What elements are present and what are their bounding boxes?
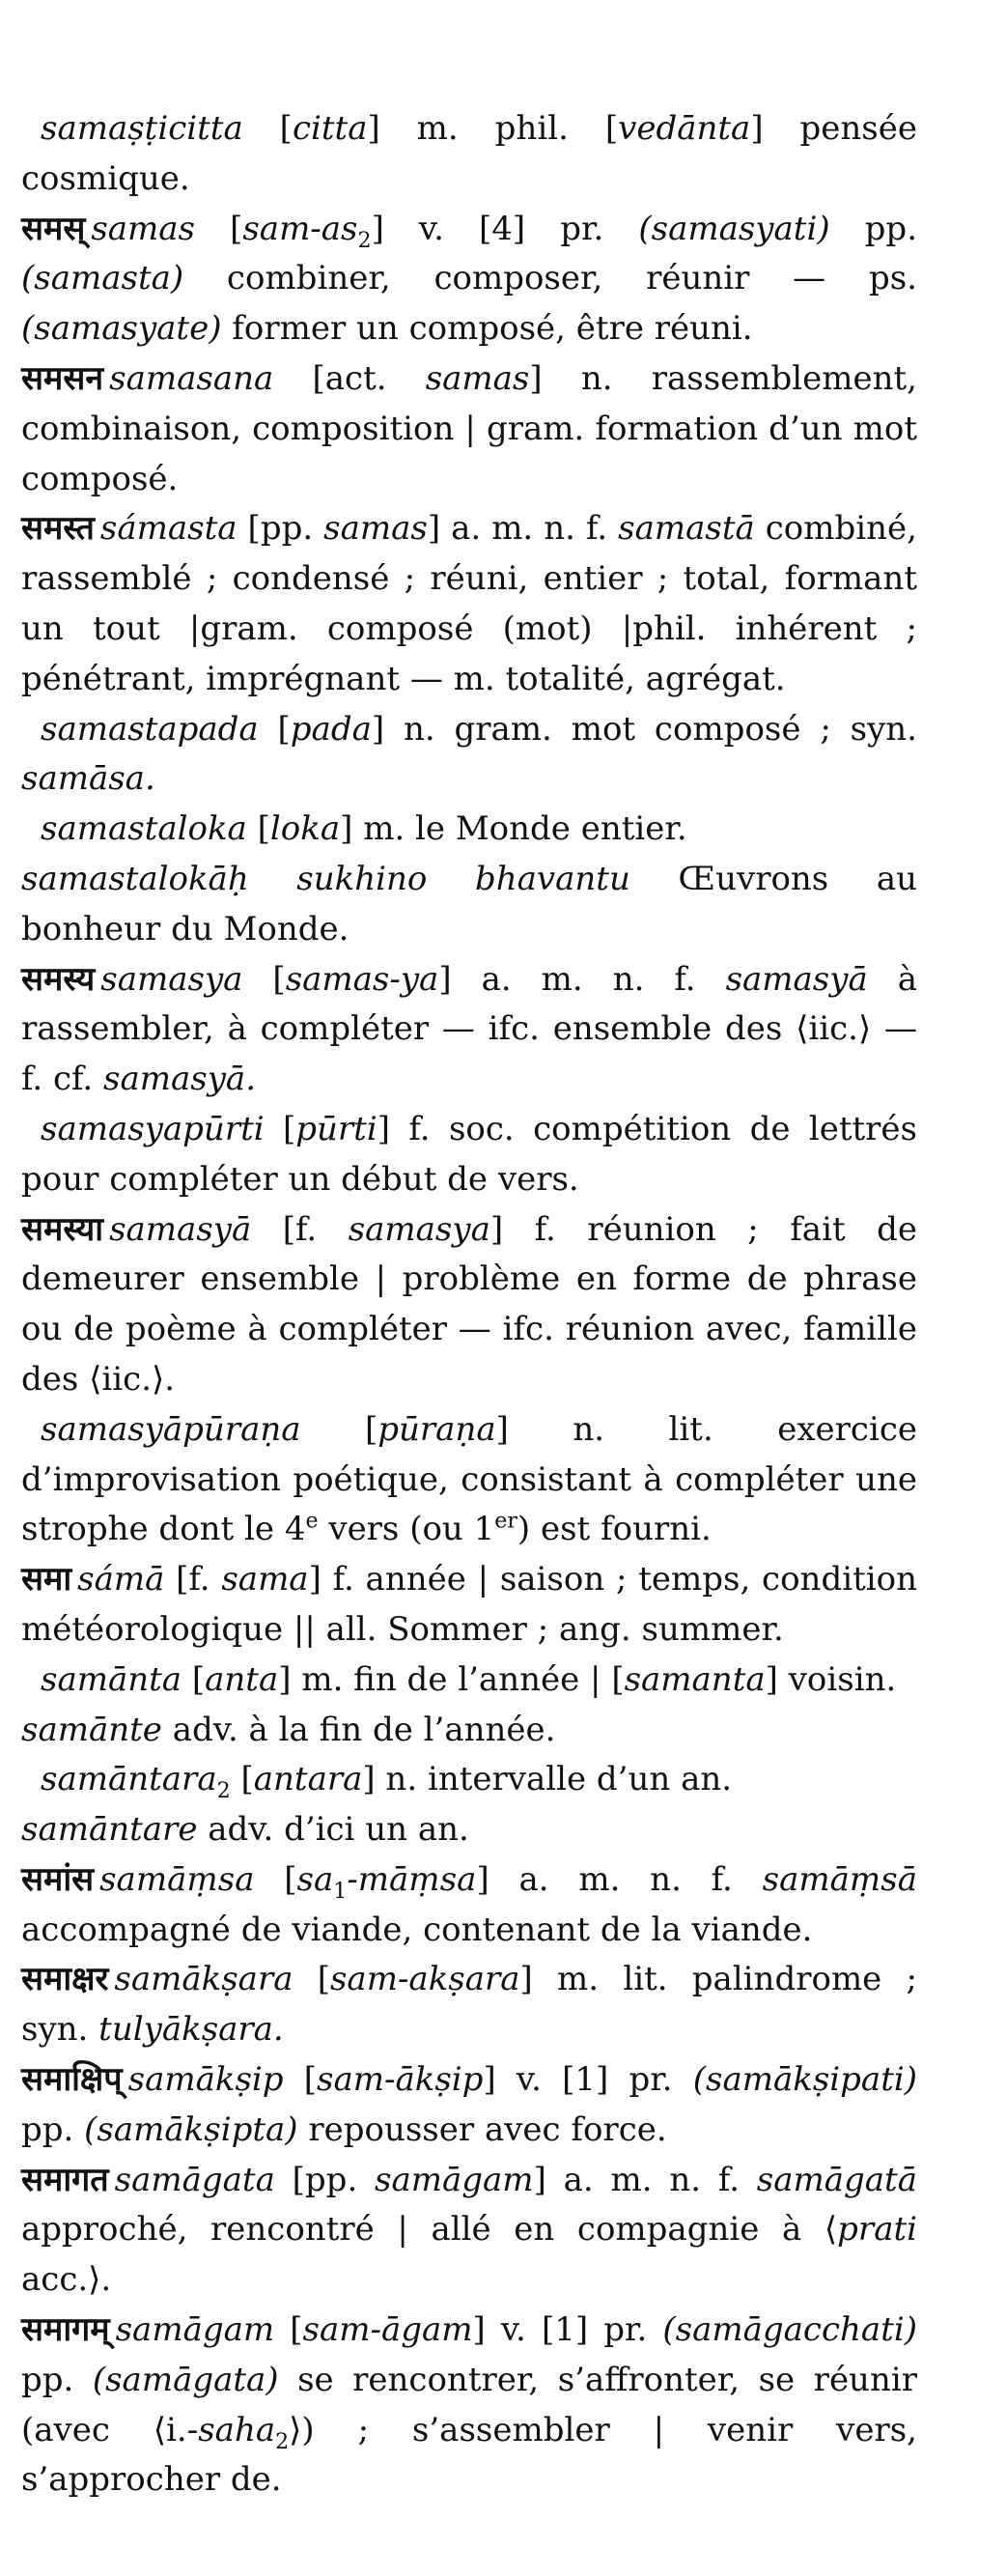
devanagari-headword: समसन [21, 358, 104, 398]
italic-term: samasya [348, 1209, 490, 1249]
entry-text: ] voisin. [765, 1659, 897, 1699]
italic-term: samasyā [109, 1209, 252, 1249]
italic-term: samas [91, 209, 195, 248]
italic-term: samāṃsa [99, 1859, 255, 1899]
dictionary-entry [21, 205, 917, 354]
dictionary-entry [21, 1656, 917, 1706]
dictionary-entry [21, 1555, 917, 1656]
italic-term: samākṣip [127, 2060, 284, 2100]
devanagari-headword: समस् [21, 209, 86, 248]
italic-term: samasyā. [103, 1060, 256, 1099]
italic-term: prati [837, 2210, 917, 2250]
italic-term: samasya [100, 959, 243, 999]
entry-text: [ [264, 1109, 296, 1148]
entry-text: [ [258, 709, 291, 749]
devanagari-headword: समस्य [21, 959, 96, 999]
italic-term: (samāgata) [92, 2360, 279, 2399]
entry-text: 2 [216, 1778, 231, 1804]
entry-text: ] a. m. n. f. [533, 2160, 757, 2199]
entry-text: ] f. soc. compétition de lettrés pour compléter un début de vers. [21, 1109, 917, 1199]
italic-term: (samasyati) [638, 209, 830, 248]
italic-term: pūrti [295, 1109, 377, 1148]
dictionary-entry [21, 705, 917, 806]
entry-text: adv. d’ici un an. [197, 1810, 469, 1850]
italic-term: (samāgacchati) [662, 2310, 917, 2350]
entry-text: ] f. réunion ; fait de demeurer ensemble | problème en forme de phrase ou de poème à compléter — ifc. réunion avec, famille des ⟨iic.⟩. [21, 1209, 917, 1399]
italic-term: samasana [109, 358, 274, 398]
italic-term: antara [253, 1760, 363, 1799]
entry-text: combiné, rassemblé ; condensé ; réuni, entier ; total, formant un tout |gram. composé (mot) |phil. inhérent ; pénétrant, imprégnant — m. totalité, agrégat. [21, 509, 917, 698]
italic-term: sama [221, 1560, 309, 1599]
italic-term: samanta [624, 1659, 766, 1699]
italic-term: tulyākṣara. [98, 2010, 284, 2050]
devanagari-headword: समाक्षर [21, 1960, 109, 1999]
italic-term: samastapada [41, 709, 259, 749]
italic-term: samas-ya [285, 959, 439, 999]
entry-text: [ [230, 1760, 254, 1799]
devanagari-headword: समस्त [21, 509, 95, 549]
entry-text: [ [283, 2060, 318, 2100]
entry-text: 2 [275, 2428, 290, 2454]
entry-text: se rencontrer, s’affronter, se réunir (avec ⟨i.- [21, 2360, 917, 2449]
dictionary-entry [21, 104, 917, 205]
entry-text: ] n. rassemblement, combinaison, composition | gram. formation d’un mot composé. [21, 358, 917, 498]
italic-term: samāsa. [21, 759, 155, 799]
devanagari-headword: समांस [21, 1859, 95, 1899]
italic-term: samas [425, 358, 530, 398]
dictionary-entry [21, 1205, 917, 1405]
italic-term: saha [198, 2410, 276, 2449]
entry-text: à rassembler, à compléter — ifc. ensemble des ⟨iic.⟩ — f. cf. [21, 959, 917, 1099]
entry-text: ] v. [4] pr. [371, 209, 639, 248]
italic-term: samas [323, 509, 428, 549]
entry-text: [pp. [274, 2160, 376, 2199]
dictionary-entry [21, 2306, 917, 2505]
dictionary-entry [21, 805, 917, 855]
dictionary-entry [21, 1405, 917, 1555]
italic-term: sam-as [242, 209, 358, 248]
entry-text: ] v. [1] pr. [483, 2060, 693, 2100]
italic-term: citta [292, 109, 368, 148]
italic-term: sam-akṣara [329, 1960, 520, 1999]
italic-term: (samasyate) [21, 309, 222, 349]
italic-term: (samasta) [21, 259, 184, 298]
italic-term: samāgata [114, 2160, 275, 2199]
entry-text: ] n. lit. exercice d’improvisation poétique, consistant à compléter une strophe dont le 4 [21, 1409, 917, 1549]
entry-text: ] m. phil. [ [367, 109, 619, 148]
entry-text: ] m. lit. palindrome ; syn. [21, 1960, 917, 2050]
entry-text: Œuvrons au bonheur du Monde. [21, 859, 918, 948]
entry-text: [ [182, 1659, 206, 1699]
entry-text: adv. à la fin de l’année. [161, 1710, 556, 1749]
devanagari-headword: समागत [21, 2160, 109, 2199]
entry-text: accompagné de viande, contenant de la viande. [21, 1910, 813, 1949]
entry-text: [ [274, 2310, 303, 2350]
entry-text: vers (ou 1 [318, 1510, 495, 1549]
dictionary-entry [21, 1755, 917, 1805]
italic-term: samasyapūrti [41, 1109, 265, 1148]
entry-text: ] m. fin de l’année | [ [278, 1659, 625, 1699]
dictionary-entry [21, 855, 917, 955]
entry-text: approché, rencontré | allé en compagnie à ⟨ [21, 2210, 838, 2250]
entry-text: ] n. gram. mot composé ; syn. [371, 709, 917, 749]
entry-text: e [305, 1508, 319, 1534]
entry-text: ] a. m. n. f. [427, 509, 619, 549]
entry-text: [ [242, 959, 286, 999]
entry-text: ] pensée cosmique. [21, 109, 917, 198]
italic-term: anta [205, 1659, 279, 1699]
italic-term: samaṣṭicitta [41, 109, 243, 148]
devanagari-headword: समागम् [21, 2310, 110, 2350]
devanagari-headword: समा [21, 1560, 72, 1599]
italic-term: (samākṣipta) [84, 2109, 298, 2149]
italic-term: samāntare [21, 1810, 198, 1850]
entry-text: ) est fourni. [517, 1510, 712, 1549]
italic-term: -māṃsa [347, 1859, 477, 1899]
entry-text: ] a. m. n. f. [438, 959, 726, 999]
entry-text: [pp. [237, 509, 324, 549]
entry-text: ] m. le Monde entier. [340, 809, 687, 849]
dictionary-entry [21, 955, 917, 1105]
italic-term: samānta [41, 1659, 182, 1699]
dictionary-entry [21, 1105, 917, 1205]
italic-term: samasyāpūraṇa [41, 1409, 301, 1449]
entry-text: 1 [333, 1878, 348, 1904]
entry-text: [ [254, 1859, 297, 1899]
devanagari-headword: समाक्षिप् [21, 2060, 123, 2100]
entry-text: [ [242, 109, 293, 148]
italic-term: samastaloka [41, 809, 247, 849]
entry-text: pp. [21, 2109, 85, 2149]
dictionary-entry [21, 354, 917, 504]
italic-term: sámasta [99, 509, 238, 549]
entry-text: [ [246, 809, 270, 849]
devanagari-headword: समस्या [21, 1209, 104, 1249]
entry-text: 2 [357, 227, 372, 253]
dictionary-entry [21, 1955, 917, 2055]
dictionary-entry [21, 1855, 917, 1956]
italic-term: sam-ākṣip [317, 2060, 484, 2100]
dictionary-entry [21, 1706, 917, 1756]
italic-term: pada [290, 709, 372, 749]
dictionary-entry [21, 1805, 917, 1855]
italic-term: samāṃsā [762, 1859, 917, 1899]
entry-text: [f. [251, 1209, 349, 1249]
italic-term: pūraṇa [377, 1409, 496, 1449]
entry-text: pp. [829, 209, 917, 248]
entry-text: [ [300, 1409, 378, 1449]
entry-text: ] n. intervalle d’un an. [362, 1760, 733, 1799]
entry-text: ⟩) ; s’assembler | venir vers, s’approcher de. [21, 2410, 917, 2500]
entry-text: [ [293, 1960, 330, 1999]
italic-term: vedānta [618, 109, 751, 148]
italic-term: samastā [618, 509, 755, 549]
italic-term: (samākṣipati) [692, 2060, 917, 2100]
entry-text: former un composé, être réuni. [221, 309, 753, 349]
entry-text: er [494, 1508, 517, 1534]
italic-term: samāgatā [756, 2160, 917, 2199]
dictionary-entry [21, 2156, 917, 2306]
italic-term: samāgam [375, 2160, 534, 2199]
dictionary-entry [21, 504, 917, 704]
italic-term: samastalokāḥ sukhino bhavantu [21, 859, 630, 898]
italic-term: samasyā [725, 959, 868, 999]
italic-term: sam-āgam [302, 2310, 473, 2350]
entry-text: ] a. m. n. f. [476, 1859, 763, 1899]
entry-text: [f. [164, 1560, 222, 1599]
entry-text: acc.⟩. [21, 2260, 112, 2300]
entry-text: [act. [273, 358, 426, 398]
italic-term: samāntara [41, 1760, 217, 1799]
entry-text: combiner, composer, réunir — ps. [183, 259, 917, 298]
entry-text: ] v. [1] pr. [472, 2310, 663, 2350]
entry-text: [ [195, 209, 243, 248]
entry-text: repousser avec force. [297, 2109, 667, 2149]
italic-term: sa [296, 1859, 334, 1899]
entry-text: pp. [21, 2360, 93, 2399]
italic-term: samākṣara [114, 1960, 293, 1999]
dictionary-entry [21, 2055, 917, 2156]
italic-term: sámā [77, 1560, 165, 1599]
italic-term: samāgam [115, 2310, 275, 2350]
italic-term: samānte [21, 1710, 162, 1749]
entry-text: ] f. année | saison ; temps, condition météorologique || all. Sommer ; ang. summer. [21, 1560, 917, 1649]
italic-term: loka [269, 809, 341, 849]
